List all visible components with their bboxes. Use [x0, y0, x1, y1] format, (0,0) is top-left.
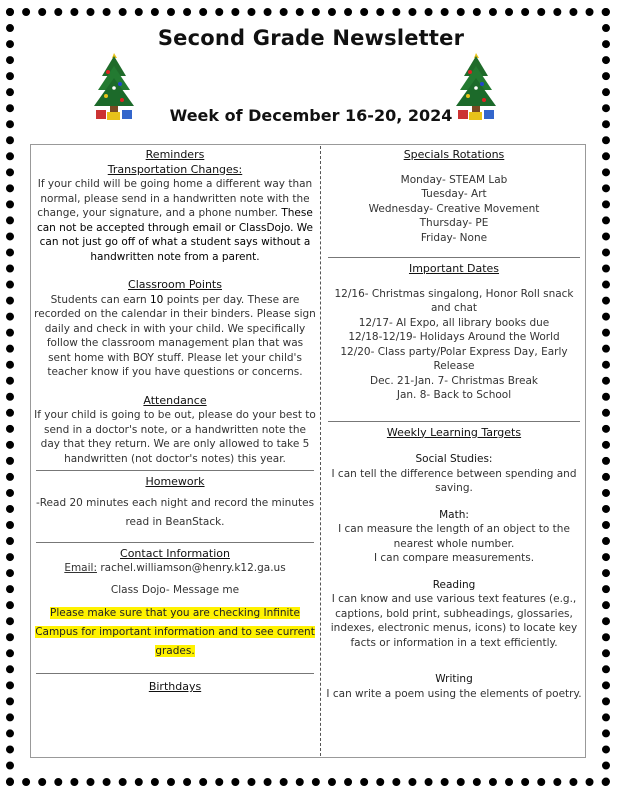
column-divider	[320, 146, 321, 756]
learning-targets-heading: Weekly Learning Targets	[386, 425, 522, 439]
class-dojo-line: Class Dojo- Message me	[110, 583, 240, 596]
classroom-points-text	[34, 293, 316, 380]
specials-item: Wednesday- Creative Movement	[368, 202, 540, 215]
separator	[328, 421, 580, 422]
birthdays-heading: Birthdays	[148, 680, 202, 693]
date-item: 12/18-12/19- Holidays Around the World	[348, 331, 560, 343]
reading-heading: Reading	[432, 578, 476, 591]
social-studies-heading: Social Studies:	[415, 453, 493, 465]
date-item: 12/20- Class party/Polar Express Day, Early Release	[340, 345, 568, 372]
transportation-warning: These can not be accepted through email or ClassDojo. We can not just go off of what a student says without a handwritten note from a parent.	[36, 207, 314, 263]
transportation-body: If your child will be going home a different way than normal, please send in a handwritten note with the change, your signature, and a phone number.	[37, 178, 313, 219]
homework-section	[34, 475, 316, 532]
email-line	[34, 561, 316, 576]
points-value: 10	[150, 293, 164, 306]
social-studies-text: I can tell the difference between spending and saving.	[331, 467, 577, 494]
points-text-before: Students can earn	[50, 293, 150, 306]
specials-item: Monday- STEAM Lab	[400, 173, 508, 186]
homework-text: -Read 20 minutes each night and record the minutes read in BeanStack.	[35, 496, 315, 528]
separator	[36, 542, 314, 543]
separator	[328, 257, 580, 258]
writing-text: I can write a poem using the elements of poetry.	[326, 687, 582, 700]
specials-item: Friday- None	[420, 231, 488, 244]
transportation-heading: Transportation Changes:	[107, 162, 243, 176]
week-heading: Week of December 16-20, 2024	[169, 106, 453, 125]
specials-heading: Specials Rotations	[403, 148, 505, 161]
separator	[36, 673, 314, 674]
attendance-section	[34, 394, 316, 467]
reminders-section	[34, 148, 316, 264]
date-item: Jan. 8- Back to School	[396, 389, 512, 401]
highlighted-note: Please make sure that you are checking Infinite Campus for important information and to see current grades.	[35, 607, 315, 657]
left-column	[34, 148, 316, 695]
homework-heading: Homework	[145, 475, 205, 488]
infinite-campus-note	[34, 604, 316, 661]
email-label: Email:	[64, 562, 97, 574]
email-address[interactable]: rachel.williamson@henry.k12.ga.us	[100, 562, 286, 574]
learning-targets-section	[326, 426, 582, 702]
transportation-text	[34, 177, 316, 264]
right-column	[326, 148, 582, 701]
separator	[36, 470, 314, 471]
points-text-after: points per day. These are recorded on the calendar in their binders. Please sign daily and check in with your child. We specifically follow the classroom management plan that was sent home with BOY stuff. Please let your child's teacher know if you have questions or concerns.	[34, 293, 316, 378]
newsletter-title: Second Grade Newsletter	[157, 26, 465, 50]
writing-heading: Writing	[435, 673, 473, 685]
important-dates-heading: Important Dates	[408, 262, 500, 275]
birthdays-section	[34, 680, 316, 695]
important-dates-section	[326, 262, 582, 403]
attendance-heading: Attendance	[143, 393, 207, 407]
attendance-text: If your child is going to be out, please do your best to send in a doctor's note, or a handwritten note the day that they return. We are only allowed to take 5 handwritten (not doctor's notes) this year.	[34, 409, 316, 465]
reminders-heading: Reminders	[145, 148, 205, 161]
date-item: 12/17- AI Expo, all library books due	[358, 316, 550, 329]
classroom-points-section	[34, 278, 316, 380]
date-item: 12/16- Christmas singalong, Honor Roll snack and chat	[334, 287, 574, 314]
specials-item: Thursday- PE	[419, 217, 489, 229]
specials-section	[326, 148, 582, 245]
math-text: I can compare measurements.	[373, 552, 535, 564]
date-item: Dec. 21-Jan. 7- Christmas Break	[370, 374, 538, 387]
classroom-points-heading: Classroom Points	[128, 278, 222, 291]
math-text: I can measure the length of an object to the nearest whole number.	[338, 523, 570, 550]
contact-heading: Contact Information	[120, 546, 230, 560]
specials-item: Tuesday- Art	[421, 188, 487, 200]
math-heading: Math:	[439, 508, 469, 521]
contact-section	[34, 547, 316, 662]
reading-text: I can know and use various text features (e.g., captions, bold print, subheadings, glossaries, indexes, electronic menus, icons) to locate key facts or information in a text efficiently.	[330, 593, 578, 649]
